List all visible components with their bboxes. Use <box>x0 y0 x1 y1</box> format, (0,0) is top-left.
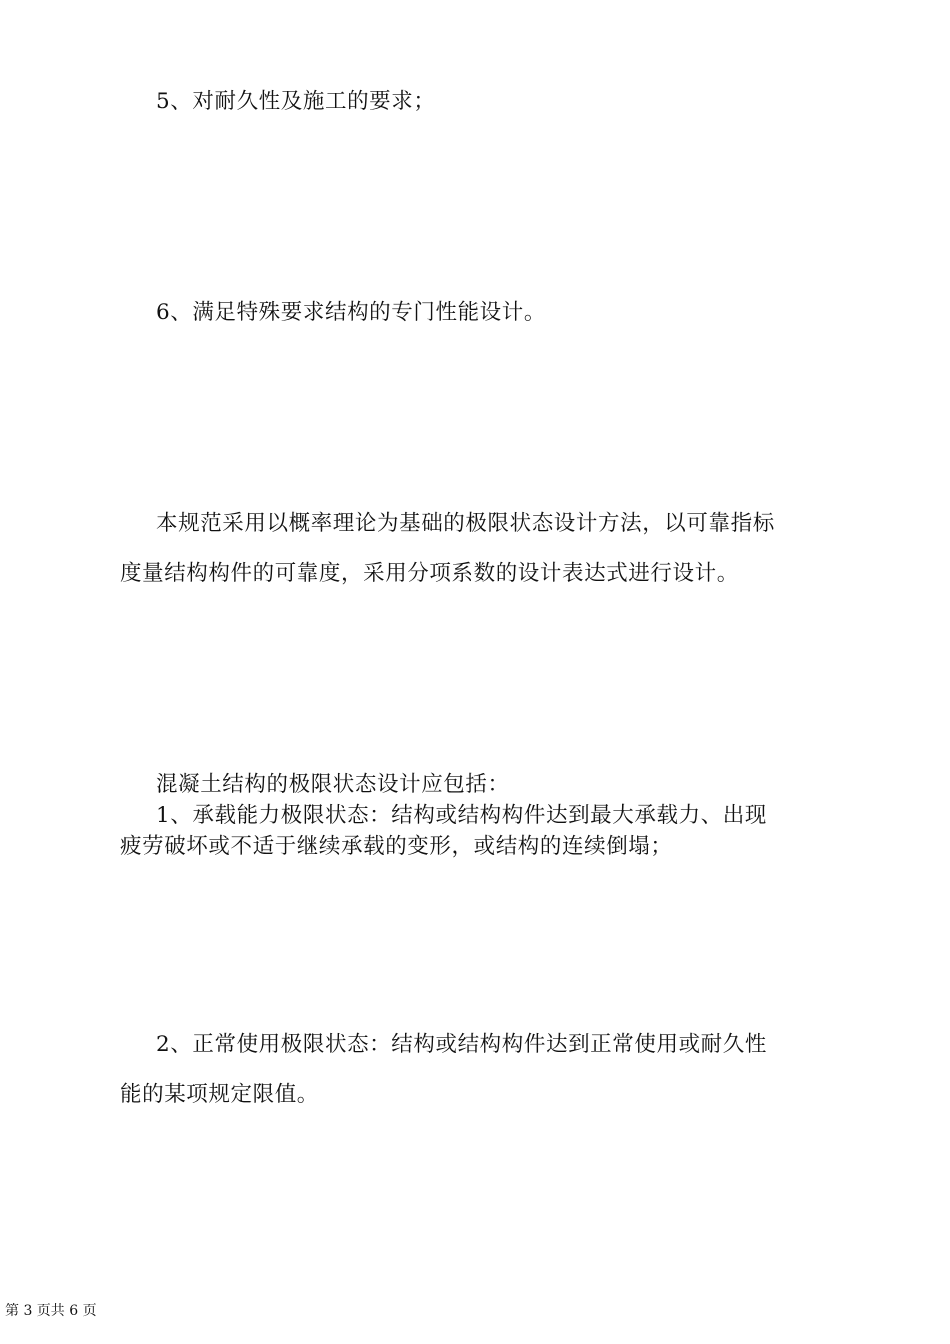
item-5-paragraph <box>120 77 832 127</box>
ultimate-limit-state-line-1: 1、承载能力极限状态：结构或结构构件达到最大承载力、出现 <box>156 803 767 828</box>
limit-states-intro: 混凝土结构的极限状态设计应包括： <box>156 772 510 797</box>
design-method-line-2: 度量结构构件的可靠度，采用分项系数的设计表达式进行设计。 <box>120 561 739 586</box>
limit-states-block <box>120 769 832 862</box>
page-number-footer: 第 3 页共 6 页 <box>5 1303 97 1319</box>
item-6-text: 6、满足特殊要求结构的专门性能设计。 <box>156 300 546 325</box>
serviceability-line-2: 能的某项规定限值。 <box>120 1082 319 1107</box>
ultimate-limit-state-line-2: 疲劳破坏或不适于继续承载的变形，或结构的连续倒塌； <box>120 834 673 859</box>
item-5-text: 5、对耐久性及施工的要求； <box>156 89 436 114</box>
design-method-line-1: 本规范采用以概率理论为基础的极限状态设计方法，以可靠指标 <box>156 511 775 536</box>
serviceability-line-1: 2、正常使用极限状态：结构或结构构件达到正常使用或耐久性 <box>156 1032 767 1057</box>
serviceability-paragraph <box>120 1020 832 1120</box>
design-method-paragraph <box>120 499 832 599</box>
item-6-paragraph <box>120 288 832 338</box>
